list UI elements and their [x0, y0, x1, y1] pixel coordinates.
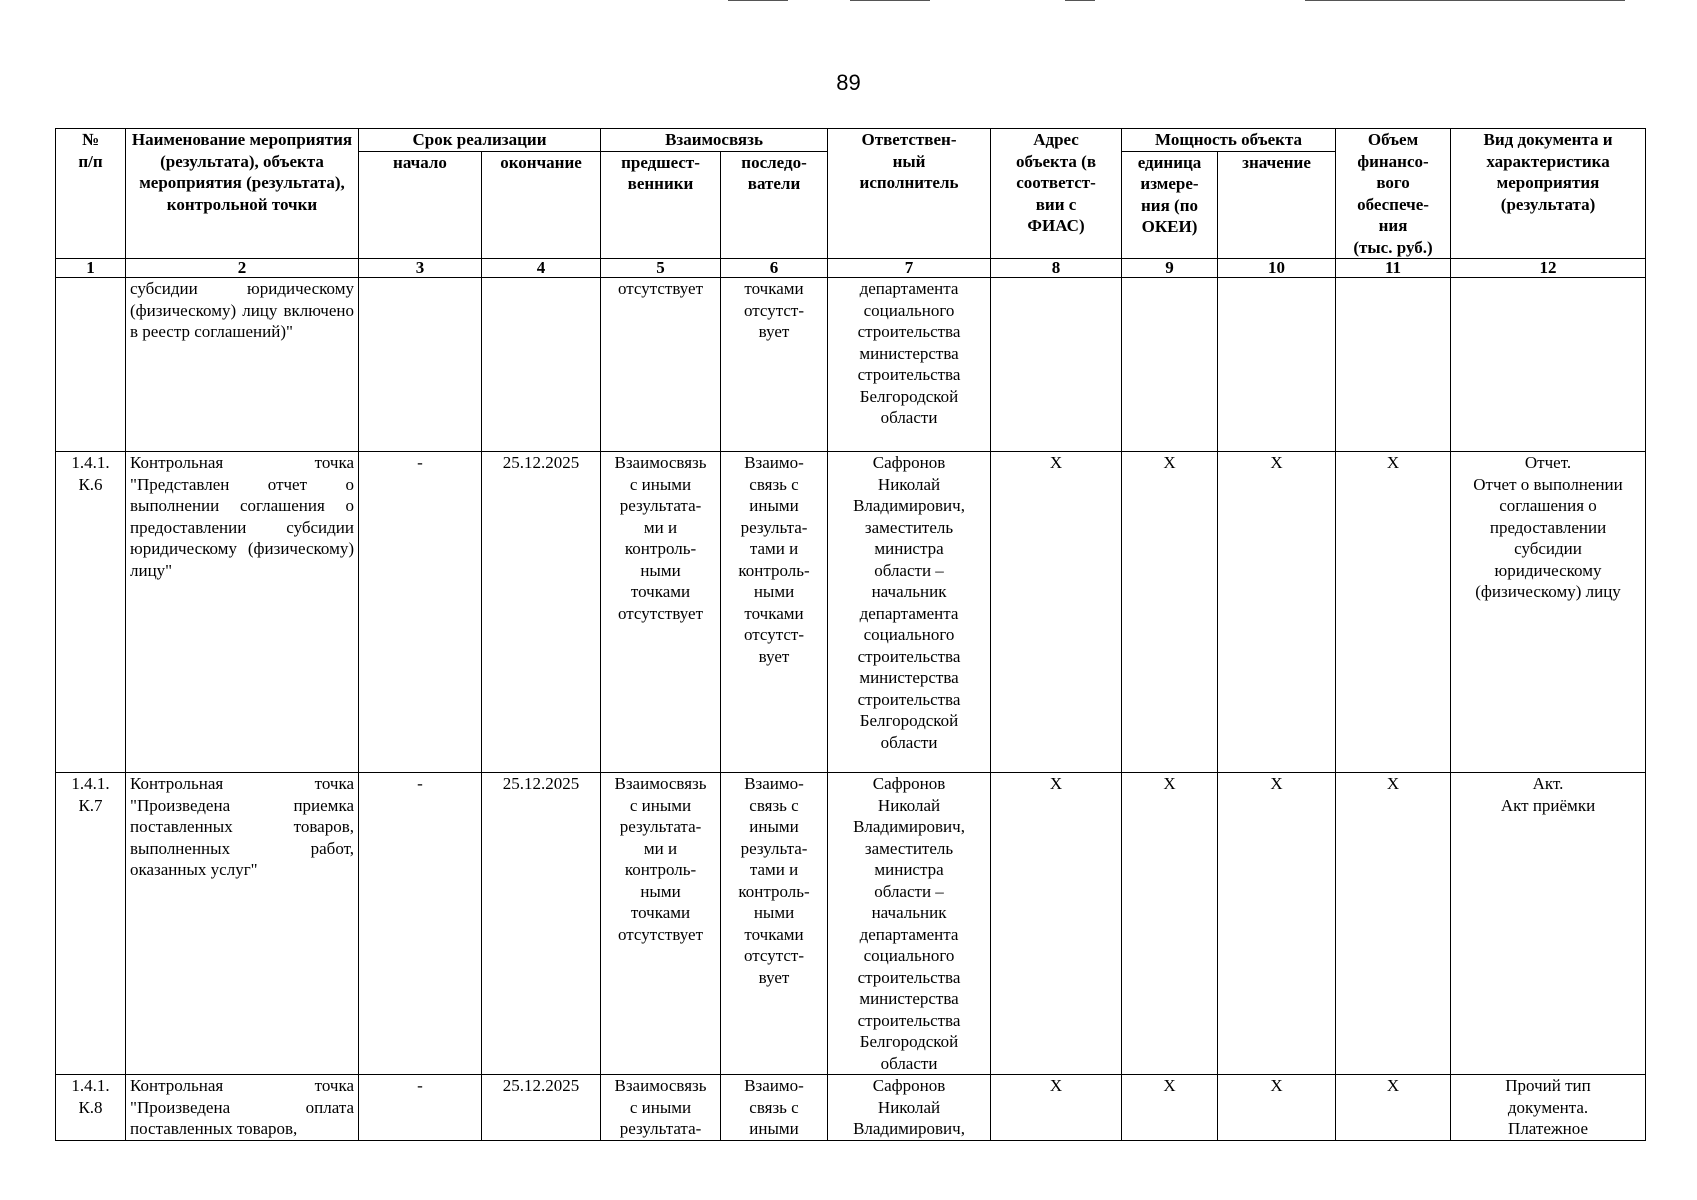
- row-predecessors: Взаимосвязь с иными результата- ми и контроль- ными точками отсутствует: [601, 452, 721, 773]
- header-value: значение: [1218, 151, 1336, 258]
- row-value: X: [1218, 452, 1336, 773]
- row-doc-type: [1451, 278, 1646, 452]
- row-start: -: [359, 773, 482, 1075]
- row-start: [359, 278, 482, 452]
- table-row: [56, 773, 1646, 1075]
- column-number: 4: [482, 259, 601, 278]
- row-number: 1.4.1. К.8: [56, 1075, 126, 1141]
- header-funding: Объем финансо- вого обеспече- ния (тыс. руб.): [1336, 129, 1451, 259]
- header-responsible: Ответствен- ный исполнитель: [828, 129, 991, 259]
- column-number: 10: [1218, 259, 1336, 278]
- column-number: 1: [56, 259, 126, 278]
- row-address: X: [991, 1075, 1122, 1141]
- row-responsible: Сафронов Николай Владимирович, заместитель министра области – начальник департамента социального строительства министерства строительства Белгородской области: [828, 452, 991, 773]
- row-unit: X: [1122, 1075, 1218, 1141]
- row-value: X: [1218, 773, 1336, 1075]
- header-address: Адрес объекта (в соответст- вии с ФИАС): [991, 129, 1122, 259]
- activities-table: [55, 128, 1646, 1141]
- row-predecessors: Взаимосвязь с иными результата- ми и контроль- ными точками отсутствует: [601, 773, 721, 1075]
- header-end: окончание: [482, 151, 601, 258]
- header-capacity: Мощность объекта: [1122, 129, 1336, 152]
- row-predecessors: Взаимосвязь с иными результата-: [601, 1075, 721, 1141]
- column-number: 5: [601, 259, 721, 278]
- row-end: 25.12.2025: [482, 452, 601, 773]
- row-name: Контрольная точка "Произведена оплата поставленных товаров,: [126, 1075, 359, 1141]
- row-end: 25.12.2025: [482, 773, 601, 1075]
- row-responsible: департамента социального строительства министерства строительства Белгородской области: [828, 278, 991, 452]
- table-row: [56, 1075, 1646, 1141]
- column-number: 11: [1336, 259, 1451, 278]
- row-address: X: [991, 773, 1122, 1075]
- column-number: 9: [1122, 259, 1218, 278]
- column-number: 7: [828, 259, 991, 278]
- header-successors: последо- ватели: [721, 151, 828, 258]
- row-successors: Взаимо- связь с иными результа- тами и контроль- ными точками отсутст- вует: [721, 773, 828, 1075]
- table-row: [56, 278, 1646, 452]
- header-doc-type: Вид документа и характеристика мероприятия (результата): [1451, 129, 1646, 259]
- row-successors: точками отсутст- вует: [721, 278, 828, 452]
- row-address: [991, 278, 1122, 452]
- row-doc-type: Акт. Акт приёмки: [1451, 773, 1646, 1075]
- row-end: 25.12.2025: [482, 1075, 601, 1141]
- row-responsible: Сафронов Николай Владимирович, заместитель министра области – начальник департамента социального строительства министерства строительства Белгородской области: [828, 773, 991, 1075]
- row-start: -: [359, 452, 482, 773]
- header-num: № п/п: [56, 129, 126, 259]
- row-value: X: [1218, 1075, 1336, 1141]
- column-number: 12: [1451, 259, 1646, 278]
- header-name: Наименование мероприятия (результата), объекта мероприятия (результата), контрольной точки: [126, 129, 359, 259]
- row-start: -: [359, 1075, 482, 1141]
- header-unit: единица измере- ния (по ОКЕИ): [1122, 151, 1218, 258]
- row-name: субсидии юридическому (физическому) лицу включено в реестр соглашений)": [126, 278, 359, 452]
- row-funding: X: [1336, 452, 1451, 773]
- row-number: 1.4.1. К.6: [56, 452, 126, 773]
- column-number: 2: [126, 259, 359, 278]
- row-name: Контрольная точка "Представлен отчет о выполнении соглашения о предоставлении субсидии юридическому (физическому) лицу": [126, 452, 359, 773]
- row-successors: Взаимо- связь с иными: [721, 1075, 828, 1141]
- column-number: 6: [721, 259, 828, 278]
- header-period: Срок реализации: [359, 129, 601, 152]
- header-start: начало: [359, 151, 482, 258]
- table-row: [56, 452, 1646, 773]
- header-relation: Взаимосвязь: [601, 129, 828, 152]
- row-unit: X: [1122, 452, 1218, 773]
- row-number: 1.4.1. К.7: [56, 773, 126, 1075]
- header-predecessors: предшест- венники: [601, 151, 721, 258]
- row-responsible: Сафронов Николай Владимирович,: [828, 1075, 991, 1141]
- row-funding: [1336, 278, 1451, 452]
- column-number: 3: [359, 259, 482, 278]
- column-number-row: [56, 259, 1646, 278]
- row-predecessors: отсутствует: [601, 278, 721, 452]
- column-number: 8: [991, 259, 1122, 278]
- row-address: X: [991, 452, 1122, 773]
- row-value: [1218, 278, 1336, 452]
- row-unit: X: [1122, 773, 1218, 1075]
- page-number: 89: [836, 70, 861, 95]
- row-doc-type: Прочий тип документа. Платежное: [1451, 1075, 1646, 1141]
- row-unit: [1122, 278, 1218, 452]
- row-number: [56, 278, 126, 452]
- row-funding: X: [1336, 773, 1451, 1075]
- row-funding: X: [1336, 1075, 1451, 1141]
- row-successors: Взаимо- связь с иными результа- тами и контроль- ными точками отсутст- вует: [721, 452, 828, 773]
- row-name: Контрольная точка "Произведена приемка поставленных товаров, выполненных работ, оказанных услуг": [126, 773, 359, 1075]
- row-end: [482, 278, 601, 452]
- row-doc-type: Отчет. Отчет о выполнении соглашения о предоставлении субсидии юридическому (физическому) лицу: [1451, 452, 1646, 773]
